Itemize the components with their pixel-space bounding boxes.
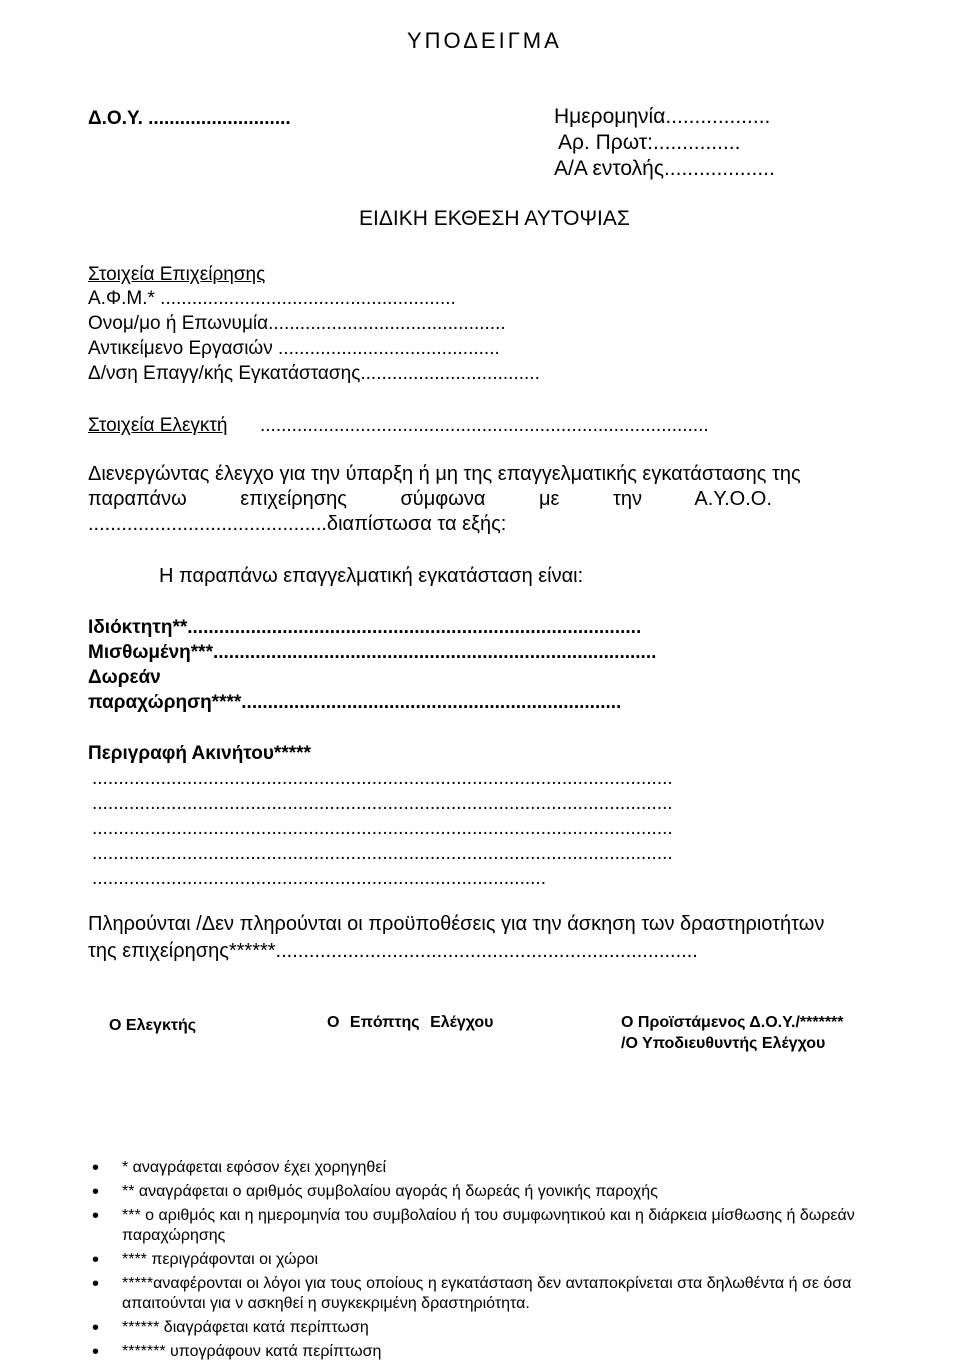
footnote-item: • ****** διαγράφεται κατά περίπτωση: [92, 1318, 932, 1338]
free-label: Δωρεάν: [88, 667, 161, 688]
auditor-dots: .....................................................................................: [260, 415, 709, 436]
property-line-3: ..............................................................................................................: [92, 818, 673, 839]
footnote-item: • ** αναγράφεται ο αριθμός συμβολαίου αγοράς ή δωρεάς ή γονικής παροχής: [92, 1182, 932, 1202]
afm-field: Α.Φ.Μ.* ........................................................: [88, 288, 456, 309]
footnote-item: • ******* υπογράφουν κατά περίπτωση: [92, 1342, 932, 1362]
owned-field: Ιδιόκτητη**......................................................................................: [88, 617, 642, 638]
auditor-heading: Στοιχεία Ελεγκτή: [88, 415, 228, 436]
business-address-field: Δ/νση Επαγγ/κής Εγκατάστασης..................................: [88, 363, 540, 384]
footnote-item: • *** ο αριθμός και η ημερομηνία του συμβολαίου ή του συμφωνητικού και η διάρκεια μίσθωσης ή δωρεάν παραχώρησης: [92, 1206, 932, 1246]
property-line-4: ..............................................................................................................: [92, 843, 673, 864]
business-heading: Στοιχεία Επιχείρησης: [88, 264, 266, 285]
business-name-field: Ονομ/μο ή Επωνυμία.............................................: [88, 313, 506, 334]
protocol-number-field: Αρ. Πρωτ:...............: [558, 131, 741, 154]
order-number-field: Α/Α εντολής...................: [554, 157, 775, 180]
business-object-field: Αντικείμενο Εργασιών ..........................................: [88, 338, 500, 359]
signature-deputy: /Ο Υποδιευθυντής Ελέγχου: [621, 1035, 826, 1052]
property-line-2: ..............................................................................................................: [92, 793, 673, 814]
statement-line-3: ...........................................διαπίστωσα τα εξής:: [88, 513, 507, 535]
report-title: ΕΙΔΙΚΗ ΕΚΘΕΣΗ ΑΥΤΟΨΙΑΣ: [359, 207, 630, 230]
property-line-5: ......................................................................................: [92, 868, 546, 889]
footnote-item: • * αναγράφεται εφόσον έχει χορηγηθεί: [92, 1158, 932, 1178]
signature-head: Ο Προϊστάμενος Δ.Ο.Υ./*******: [621, 1014, 844, 1031]
property-heading: Περιγραφή Ακινήτου*****: [88, 743, 311, 764]
document-title: ΥΠΟΔΕΙΓΜΑ: [407, 28, 562, 53]
rented-field: Μισθωμένη***....................................................................................: [88, 642, 657, 663]
property-line-1: ..............................................................................................................: [92, 768, 673, 789]
date-field: Ημερομηνία..................: [554, 105, 771, 128]
signature-auditor: Ο Ελεγκτής: [109, 1017, 197, 1034]
free-grant-field: παραχώρηση****........................................................................: [88, 692, 622, 713]
statement-line-2: παραπάνω επιχείρησης σύμφωνα με την Α.Υ.Ο.Ο.: [88, 488, 772, 510]
footnote-item: • **** περιγράφονται οι χώροι: [92, 1250, 932, 1270]
conditions-line-1: Πληρούνται /Δεν πληρούνται οι προϋποθέσεις για την άσκηση των δραστηριοτήτων: [88, 913, 825, 935]
doy-field: Δ.Ο.Υ. ...........................: [88, 108, 291, 129]
statement-subline: Η παραπάνω επαγγελματική εγκατάσταση είναι:: [159, 565, 584, 587]
statement-line-1: Διενεργώντας έλεγχο για την ύπαρξη ή μη της επαγγελματικής εγκατάστασης της: [88, 463, 801, 485]
footnotes-list: [92, 1158, 932, 1366]
conditions-line-2: της επιχείρησης******............................................................................: [88, 940, 698, 962]
signature-supervisor: Ο Επόπτης Ελέγχου: [327, 1014, 494, 1031]
footnote-item: • *****αναφέρονται οι λόγοι για τους οποίους η εγκατάσταση δεν ανταποκρίνεται στα δηλωθέντα ή σε όσα απαιτούνται για ν ασκηθεί η συγκεκριμένη δραστηριότητα.: [92, 1274, 932, 1314]
